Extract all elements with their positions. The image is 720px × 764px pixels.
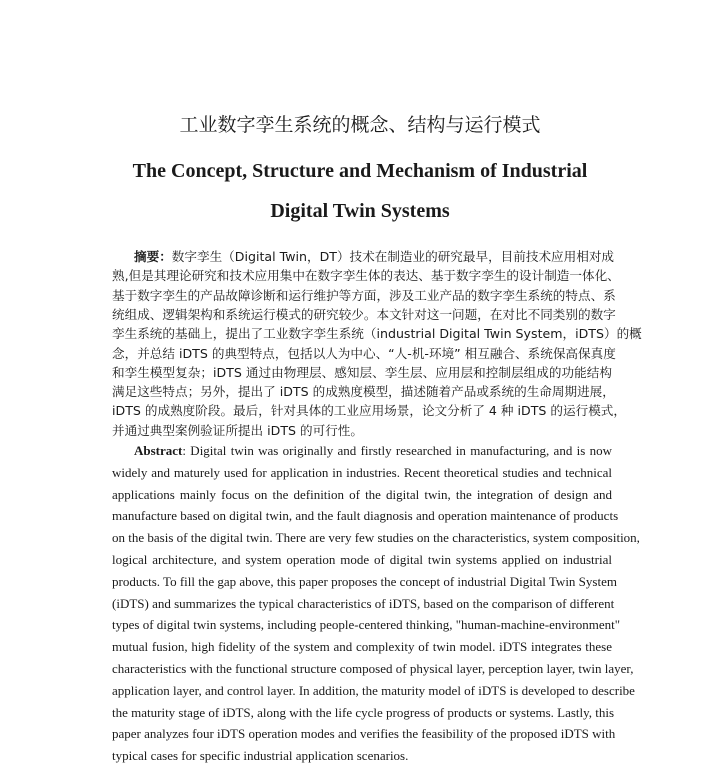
abstract-en-text: types of digital twin systems, including people-centered thinking, "human-machine-environment" <box>112 617 621 633</box>
abstract-en-line <box>112 748 612 764</box>
abstract-zh-line <box>112 268 620 284</box>
abstract-en-text: typical cases for specific industrial application scenarios. <box>112 748 409 764</box>
abstract-zh-text: iDTS 的成熟度阶段。最后，针对具体的工业应用场景，论文分析了 4 种 iDTS 的运行模式， <box>112 403 626 419</box>
abstract-en-line <box>112 704 615 721</box>
abstract-zh-line <box>112 403 626 419</box>
abstract-en-text: the maturity stage of iDTS, along with the life cycle progress of products or systems. Lastly, this <box>112 704 615 720</box>
abstract-en-text: application layer, and control layer. In addition, the maturity model of iDTS is developed to describe <box>112 682 635 698</box>
title-chinese: 工业数字孪生系统的概念、结构与运行模式 <box>179 114 541 136</box>
title-english-line-2: Digital Twin Systems <box>270 200 450 222</box>
abstract-en-text: widely and maturely used for application in industries. Recent theoretical studies and technical <box>112 464 612 480</box>
abstract-en-text: paper analyzes four iDTS operation modes and verifies the feasibility of the proposed iDTS with <box>112 726 616 742</box>
abstract-zh-line <box>112 423 612 439</box>
abstract-en-line <box>112 508 619 524</box>
abstract-en-line <box>112 639 612 655</box>
abstract-zh-text: 和孪生模型复杂；iDTS 通过由物理层、感知层、孪生层、应用层和控制层组成的功能结构 <box>112 364 612 380</box>
abstract-en-text: (iDTS) and summarizes the typical characteristics of iDTS, based on the comparison of different <box>112 595 615 611</box>
abstract-zh-label: 摘要： <box>134 249 172 264</box>
abstract-zh-line <box>112 287 616 304</box>
abstract-zh-line <box>112 306 616 323</box>
abstract-en-text: characteristics with the functional structure composed of physical layer, perception layer, twin layer, <box>112 661 634 676</box>
abstract-en-text: mutual fusion, high fidelity of the system and complexity of twin model. iDTS integrates these <box>112 639 612 655</box>
abstract-zh-text: 满足这些特点；另外，提出了 iDTS 的成熟度模型，描述随着产品或系统的生命周期进展， <box>112 384 615 400</box>
abstract-en-line <box>112 617 621 633</box>
abstract-en-line <box>112 682 635 699</box>
abstract-zh-line <box>134 249 615 265</box>
abstract-en-text: : Digital twin was originally and firstly researched in manufacturing, and is now <box>182 443 612 458</box>
abstract-en-label: Abstract <box>134 443 183 458</box>
abstract-zh-line <box>112 384 615 400</box>
abstract-en-line <box>134 443 612 459</box>
abstract-zh-text: 统组成、逻辑架构和系统运行模式的研究较少。本文针对这一问题，在对比不同类别的数字 <box>112 306 616 322</box>
abstract-zh-line <box>112 345 616 362</box>
abstract-en-line <box>112 552 612 568</box>
abstract-zh-line <box>112 365 612 381</box>
abstract-zh-line <box>112 326 642 342</box>
abstract-zh-text: 念，并总结 iDTS 的典型特点，包括以人为中心、“人-机-环境” 相互融合、系统保高保真度 <box>112 345 616 361</box>
abstract-zh-text: 基于数字孪生的产品故障诊断和运行维护等方面，涉及工业产品的数字孪生系统的特点、系 <box>112 287 616 303</box>
abstract-en-line <box>112 661 634 677</box>
abstract-en-text: logical architecture, and system operation mode of digital twin systems applied on industrial <box>112 552 612 567</box>
abstract-zh-text: 孪生系统的基础上，提出了工业数字孪生系统（industrial Digital Twin System，iDTS）的概 <box>112 326 642 342</box>
abstract-zh-text: 数字孪生（Digital Twin，DT）技术在制造业的研究最早，目前技术应用相对成 <box>171 249 615 264</box>
abstract-en-line <box>112 595 615 612</box>
abstract-en-line <box>112 573 617 590</box>
abstract-en-line <box>112 726 616 742</box>
title-english-line-1: The Concept, Structure and Mechanism of Industrial <box>132 160 588 182</box>
abstract-zh-text: 并通过典型案例验证所提出 iDTS 的可行性。 <box>112 422 363 438</box>
abstract-en-line <box>112 530 640 546</box>
abstract-en-text: manufacture based on digital twin, and the fault diagnosis and operation maintenance of products <box>112 508 619 524</box>
abstract-en-line <box>112 465 612 481</box>
abstract-en-text: applications mainly focus on the definition of the digital twin, the integration of design and <box>112 486 612 502</box>
abstract-en-text: products. To fill the gap above, this paper proposes the concept of industrial Digital Twin System <box>112 573 617 589</box>
abstract-en-line <box>112 487 612 503</box>
abstract-en-text: on the basis of the digital twin. There are very few studies on the characteristics, system composition, <box>112 530 640 546</box>
abstract-zh-text: 熟,但是其理论研究和技术应用集中在数字孪生体的表达、基于数字孪生的设计制造一体化、 <box>112 268 620 284</box>
